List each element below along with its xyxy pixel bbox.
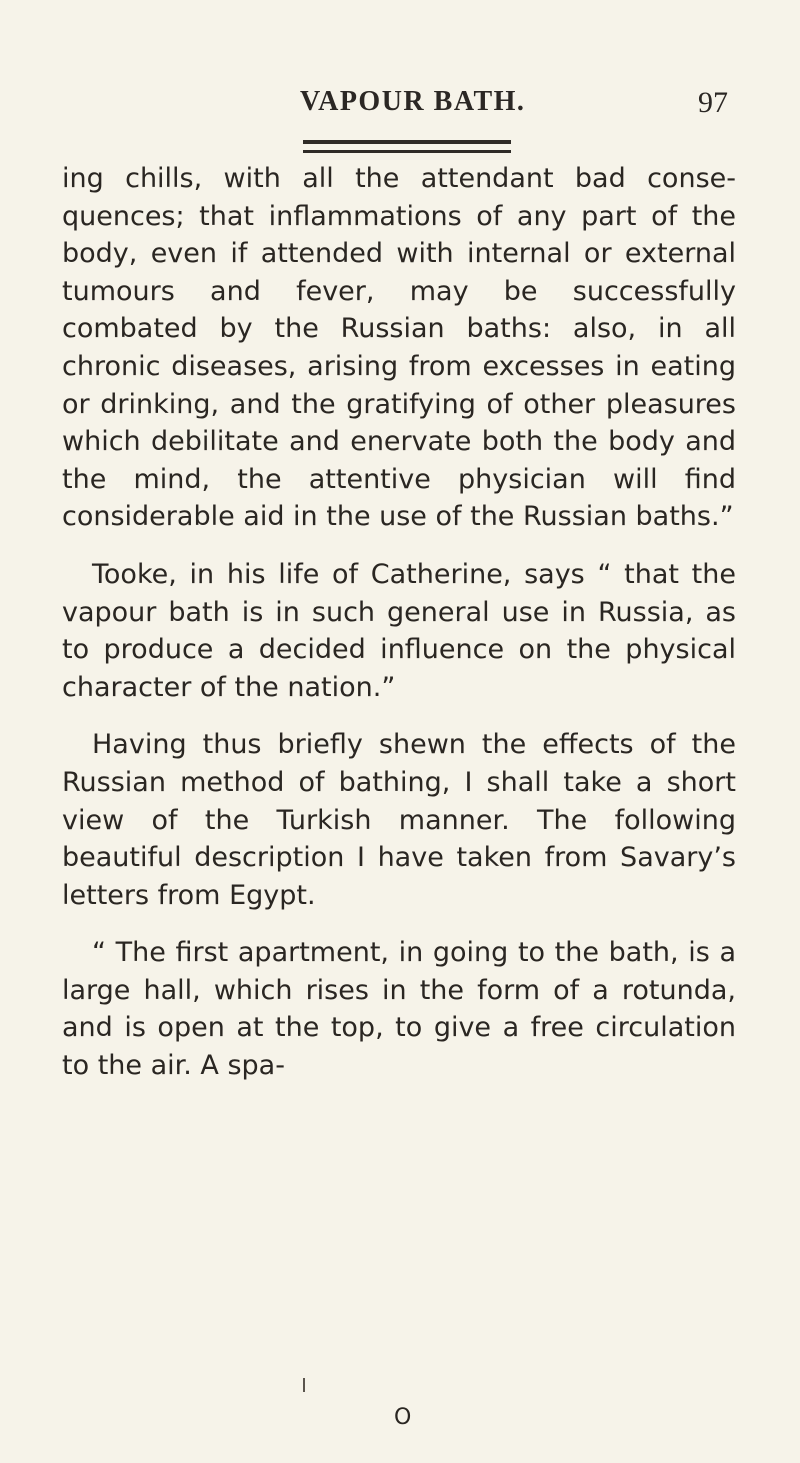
print-mark: [303, 1378, 305, 1392]
page-number: 97: [698, 86, 728, 119]
body-text: [62, 160, 736, 1085]
paragraph-tooke: Tooke, in his life of Catherine, says “ that the vapour bath is in such general use in Russia, as to produce a decided influence on the physical character of the nation.”: [62, 558, 736, 703]
paragraph-turkish: Having thus briefly shewn the effects of the Russian method of bathing, I shall take a short view of the Turkish manner. The following beautiful description I have taken from Savary’s letters from Egypt.: [62, 729, 736, 911]
signature-mark: O: [394, 1405, 412, 1430]
paragraph-continued: ing chills, with all the attendant bad consequences; that inflammations of any part of the body, even if attended with internal or external tumours and fever, may be successfully combated by the Russian baths: also, in all chronic diseases, arising from excesses in eating or drinking, and the gratifying of other pleasures which debilitate and enervate both the body and the mind, the attentive physician will find considerable aid in the use of the Russian baths.”: [62, 163, 736, 533]
paragraph-quote: “ The first apartment, in going to the bath, is a large hall, which rises in the form of a rotunda, and is open at the top, to give a free circulation to the air. A spa-: [62, 937, 736, 1082]
header-rule-bottom: [303, 150, 511, 153]
header-rule-top: [303, 140, 511, 144]
running-title: VAPOUR BATH.: [300, 86, 526, 117]
running-head: [300, 86, 740, 130]
